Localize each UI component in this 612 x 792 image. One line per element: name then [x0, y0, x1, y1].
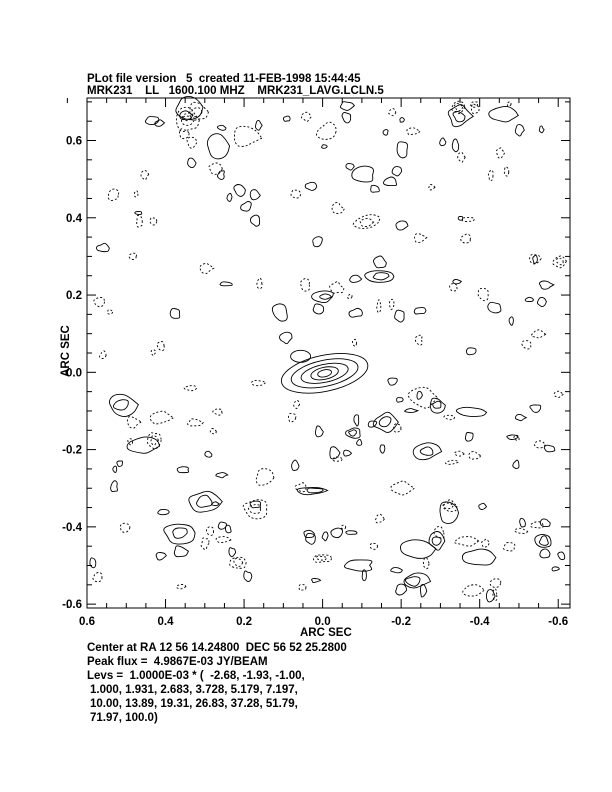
negative-contour	[554, 391, 563, 397]
positive-contour	[227, 193, 232, 201]
positive-contour	[453, 279, 461, 283]
y-tick-label: 0.0	[66, 367, 82, 380]
negative-contour	[107, 310, 112, 314]
peak-flux: Peak flux = 4.9867E-03 JY/BEAM	[87, 656, 268, 668]
negative-contour	[504, 543, 515, 552]
positive-contour	[397, 398, 404, 403]
negative-contour	[257, 278, 262, 289]
negative-contour	[553, 256, 567, 268]
positive-contour	[405, 409, 418, 413]
positive-contour	[405, 577, 420, 587]
negative-contour	[210, 428, 216, 433]
positive-contour	[539, 126, 544, 133]
positive-contour	[396, 584, 407, 595]
positive-contour	[368, 421, 376, 427]
levels-line-0: Levs = 1.0000E-03 * ( -2.68, -1.93, -1.00,	[87, 670, 305, 682]
positive-contour	[346, 164, 354, 171]
positive-contour	[488, 302, 501, 313]
negative-contour	[429, 184, 435, 189]
levels-line-1: 1.000, 1.931, 2.683, 3.728, 5.179, 7.197,	[90, 684, 298, 696]
negative-contour	[200, 263, 214, 273]
positive-contour	[530, 405, 541, 412]
x-tick-label: -0.6	[548, 616, 569, 628]
negative-contour	[370, 543, 378, 549]
positive-contour	[205, 451, 212, 457]
negative-contour	[150, 411, 173, 424]
negative-contour	[127, 416, 141, 428]
positive-contour	[229, 548, 236, 557]
positive-contour	[331, 528, 343, 538]
positive-contour	[306, 533, 316, 544]
negative-contour	[234, 126, 262, 146]
negative-contour	[177, 584, 186, 588]
positive-contour	[307, 488, 323, 493]
negative-contour	[209, 163, 222, 174]
positive-contour	[226, 525, 232, 533]
core-contour	[289, 354, 361, 394]
negative-contour	[230, 557, 246, 568]
positive-contour	[456, 407, 486, 416]
positive-contour	[433, 401, 441, 408]
positive-contour	[250, 215, 259, 226]
positive-contour	[111, 481, 118, 492]
positive-contour	[212, 502, 219, 506]
core-contour	[317, 368, 332, 378]
positive-contour	[383, 130, 388, 136]
center-coordinates: Center at RA 12 56 14.24800 DEC 56 52 25.2800	[87, 642, 347, 654]
positive-contour	[466, 348, 476, 355]
x-tick-label: 0.0	[314, 616, 331, 628]
negative-contour	[446, 460, 459, 464]
positive-contour	[465, 432, 473, 441]
positive-contour	[156, 552, 166, 560]
positive-contour	[448, 105, 473, 127]
negative-contour	[188, 419, 204, 426]
negative-contour	[294, 400, 300, 408]
negative-contour	[377, 300, 381, 313]
positive-contour	[525, 297, 533, 301]
negative-contour	[330, 282, 344, 294]
negative-contour	[299, 584, 306, 590]
negative-contour	[496, 148, 504, 158]
positive-contour	[400, 118, 405, 123]
positive-contour	[396, 221, 408, 230]
positive-contour	[241, 201, 252, 211]
axis-ticks	[67, 98, 570, 608]
negative-contour	[515, 528, 528, 533]
positive-contour	[312, 578, 321, 582]
plot-frame	[87, 98, 570, 608]
positive-contour	[280, 332, 292, 344]
negative-contour	[490, 579, 501, 588]
negative-contour	[251, 381, 265, 386]
positive-contour	[539, 281, 553, 289]
positive-contour	[413, 443, 441, 460]
negative-contour	[423, 558, 429, 569]
positive-contour	[404, 573, 431, 588]
positive-contour	[537, 297, 546, 306]
negative-contour	[137, 215, 143, 227]
negative-contour	[458, 152, 466, 162]
negative-contour	[316, 122, 336, 139]
negative-contour	[249, 505, 261, 514]
positive-contour	[539, 536, 548, 546]
negative-contour	[94, 297, 105, 306]
negative-contour	[391, 481, 414, 495]
positive-contour	[177, 467, 188, 473]
negative-contour	[407, 128, 420, 135]
source-header: MRK231 LL 1600.100 MHZ MRK231_LAVG.LCLN.5	[87, 85, 384, 97]
positive-contour	[371, 185, 380, 192]
positive-contour	[515, 414, 526, 420]
positive-contour	[558, 552, 565, 560]
negative-contour	[157, 341, 164, 350]
positive-contour	[97, 243, 110, 251]
y-tick-label: 0.2	[66, 290, 82, 303]
core-contour	[291, 350, 311, 362]
negative-contour	[444, 415, 455, 419]
negative-contour	[93, 572, 102, 582]
positive-contour	[357, 439, 362, 445]
negative-contour	[352, 339, 356, 346]
positive-contour	[217, 171, 224, 180]
positive-contour	[373, 412, 398, 432]
negative-contour	[206, 527, 213, 536]
positive-contour	[113, 400, 128, 410]
positive-contour	[305, 182, 317, 190]
negative-contour	[243, 500, 267, 519]
negative-contour	[141, 170, 149, 179]
positive-contour	[173, 528, 187, 538]
positive-contour	[344, 450, 352, 456]
positive-contour	[346, 428, 361, 438]
positive-contour	[540, 549, 550, 558]
positive-contour	[322, 145, 328, 149]
positive-contour	[322, 532, 328, 541]
negative-contour	[216, 537, 231, 543]
positive-contour	[486, 590, 495, 602]
positive-contour	[384, 177, 397, 186]
negative-contour	[234, 558, 243, 566]
plot-file-header: PLot file version 5 created 11-FEB-1998 15:44:45	[87, 73, 361, 85]
positive-contour	[515, 125, 524, 136]
positive-contour	[388, 378, 397, 385]
core-contour	[278, 347, 372, 401]
positive-contour	[417, 391, 422, 399]
negative-contour	[530, 254, 542, 263]
positive-contour	[216, 473, 228, 478]
levels-line-2: 10.00, 13.89, 19.31, 26.83, 37.28, 51.79,	[90, 698, 298, 710]
positive-contour	[180, 111, 193, 120]
positive-contour	[489, 106, 519, 121]
positive-contour	[313, 237, 323, 247]
positive-contour	[397, 142, 407, 158]
negative-contour	[134, 191, 138, 197]
y-tick-label: -0.6	[62, 599, 82, 612]
negative-contour	[256, 469, 274, 486]
negative-contour	[295, 483, 306, 492]
negative-contour	[444, 503, 453, 509]
y-axis-label: ARC SEC	[60, 325, 72, 377]
negative-contour	[415, 234, 427, 243]
positive-contour	[234, 185, 246, 197]
positive-contour	[272, 304, 287, 321]
positive-contour	[374, 256, 387, 268]
negative-contour	[394, 424, 401, 433]
positive-contour	[188, 158, 197, 168]
negative-contour	[151, 350, 155, 356]
negative-contour	[108, 189, 119, 201]
positive-contour	[344, 560, 372, 571]
negative-contour	[415, 335, 422, 345]
positive-contour	[313, 304, 323, 314]
negative-contour	[201, 538, 209, 550]
positive-contour	[113, 466, 117, 472]
positive-contour	[513, 460, 519, 468]
negative-contour	[120, 523, 130, 532]
negative-contour	[450, 284, 457, 291]
positive-contour	[520, 518, 526, 527]
negative-contour	[129, 253, 136, 259]
positive-contour	[244, 571, 252, 582]
positive-contour	[420, 447, 433, 455]
negative-contour	[455, 451, 465, 456]
positive-contour	[315, 426, 323, 437]
negative-contour	[469, 452, 481, 460]
negative-contour	[482, 539, 489, 547]
positive-contour	[462, 549, 496, 565]
positive-contour	[509, 317, 513, 325]
negative-contour	[332, 203, 344, 214]
negative-contour	[488, 170, 493, 181]
positive-contour	[145, 117, 158, 125]
positive-contour	[170, 308, 180, 318]
negative-contour	[461, 234, 471, 243]
negative-contour	[375, 514, 384, 523]
positive-contour	[342, 113, 351, 123]
positive-contour	[346, 531, 357, 535]
x-tick-label: -0.2	[391, 616, 412, 628]
positive-contour	[312, 291, 334, 303]
levels-line-3: 71.97, 100.0)	[90, 712, 158, 724]
negative-contour	[187, 137, 197, 148]
positive-contour	[380, 445, 385, 453]
negative-contour	[463, 585, 484, 596]
positive-contour	[135, 211, 142, 214]
negative-contour	[184, 386, 196, 391]
positive-contour	[414, 308, 426, 314]
y-tick-label: 0.4	[66, 212, 82, 225]
negative-contour	[534, 441, 545, 448]
negative-contour	[341, 525, 346, 529]
positive-contour	[392, 167, 402, 176]
positive-contour	[395, 310, 404, 322]
positive-contour	[479, 503, 487, 509]
positive-contour	[197, 495, 212, 507]
y-tick-label: -0.4	[62, 521, 82, 534]
positive-contour	[217, 125, 226, 130]
positive-contour	[507, 435, 518, 440]
positive-contour	[400, 540, 435, 559]
positive-contour	[117, 461, 123, 466]
positive-contour	[352, 166, 374, 182]
positive-contour	[189, 491, 222, 512]
negative-contour	[507, 102, 511, 107]
positive-contour	[283, 116, 290, 121]
positive-contour	[540, 519, 550, 527]
positive-contour	[320, 294, 332, 299]
positive-contour	[292, 460, 300, 470]
positive-contour	[452, 139, 458, 152]
negative-contour	[360, 218, 373, 226]
positive-contour	[373, 273, 389, 280]
core-contour	[299, 360, 350, 388]
positive-contour	[350, 275, 362, 282]
positive-contour	[158, 509, 169, 514]
negative-contour	[289, 413, 296, 422]
x-tick-label: 0.6	[79, 616, 95, 628]
negative-contour	[462, 218, 474, 222]
negative-contour	[504, 167, 508, 176]
negative-contour	[99, 351, 106, 359]
positive-contour	[349, 308, 362, 317]
negative-contour	[478, 288, 488, 300]
positive-contour	[164, 524, 195, 544]
y-tick-label: 0.6	[66, 135, 82, 148]
positive-contour	[90, 558, 96, 568]
positive-contour	[552, 567, 559, 571]
negative-contour	[454, 537, 478, 547]
negative-contour	[556, 258, 563, 265]
positive-contour	[250, 190, 260, 200]
negative-contour	[190, 102, 209, 120]
positive-contour	[544, 445, 555, 452]
x-tick-label: 0.2	[236, 616, 253, 628]
positive-contour	[533, 255, 538, 263]
negative-contour	[301, 279, 310, 291]
negative-contour	[213, 409, 222, 415]
positive-contour	[391, 568, 403, 573]
positive-contour	[429, 532, 445, 551]
x-tick-label: 0.4	[157, 616, 174, 628]
negative-contour	[301, 112, 311, 121]
positive-contour	[207, 134, 229, 159]
negative-contour	[522, 341, 531, 349]
positive-contour	[420, 584, 426, 597]
positive-contour	[379, 417, 391, 427]
negative-contour	[150, 217, 157, 225]
negative-contour	[389, 109, 396, 116]
x-tick-label: -0.4	[469, 616, 490, 628]
positive-contour	[220, 282, 232, 286]
positive-contour	[255, 120, 262, 130]
negative-contour	[348, 294, 352, 298]
positive-contour	[453, 111, 465, 121]
positive-contour	[340, 102, 354, 111]
positive-contour	[174, 546, 188, 557]
contour-lines	[90, 96, 567, 601]
y-tick-label: -0.2	[62, 444, 82, 457]
negative-contour	[472, 104, 480, 114]
positive-contour	[440, 138, 446, 146]
positive-contour	[354, 415, 359, 426]
negative-contour	[291, 190, 301, 198]
positive-contour	[349, 430, 357, 436]
negative-contour	[314, 555, 332, 562]
negative-contour	[316, 556, 326, 560]
x-axis-label: ARC SEC	[300, 627, 352, 639]
negative-contour	[531, 330, 545, 338]
negative-contour	[389, 299, 394, 309]
